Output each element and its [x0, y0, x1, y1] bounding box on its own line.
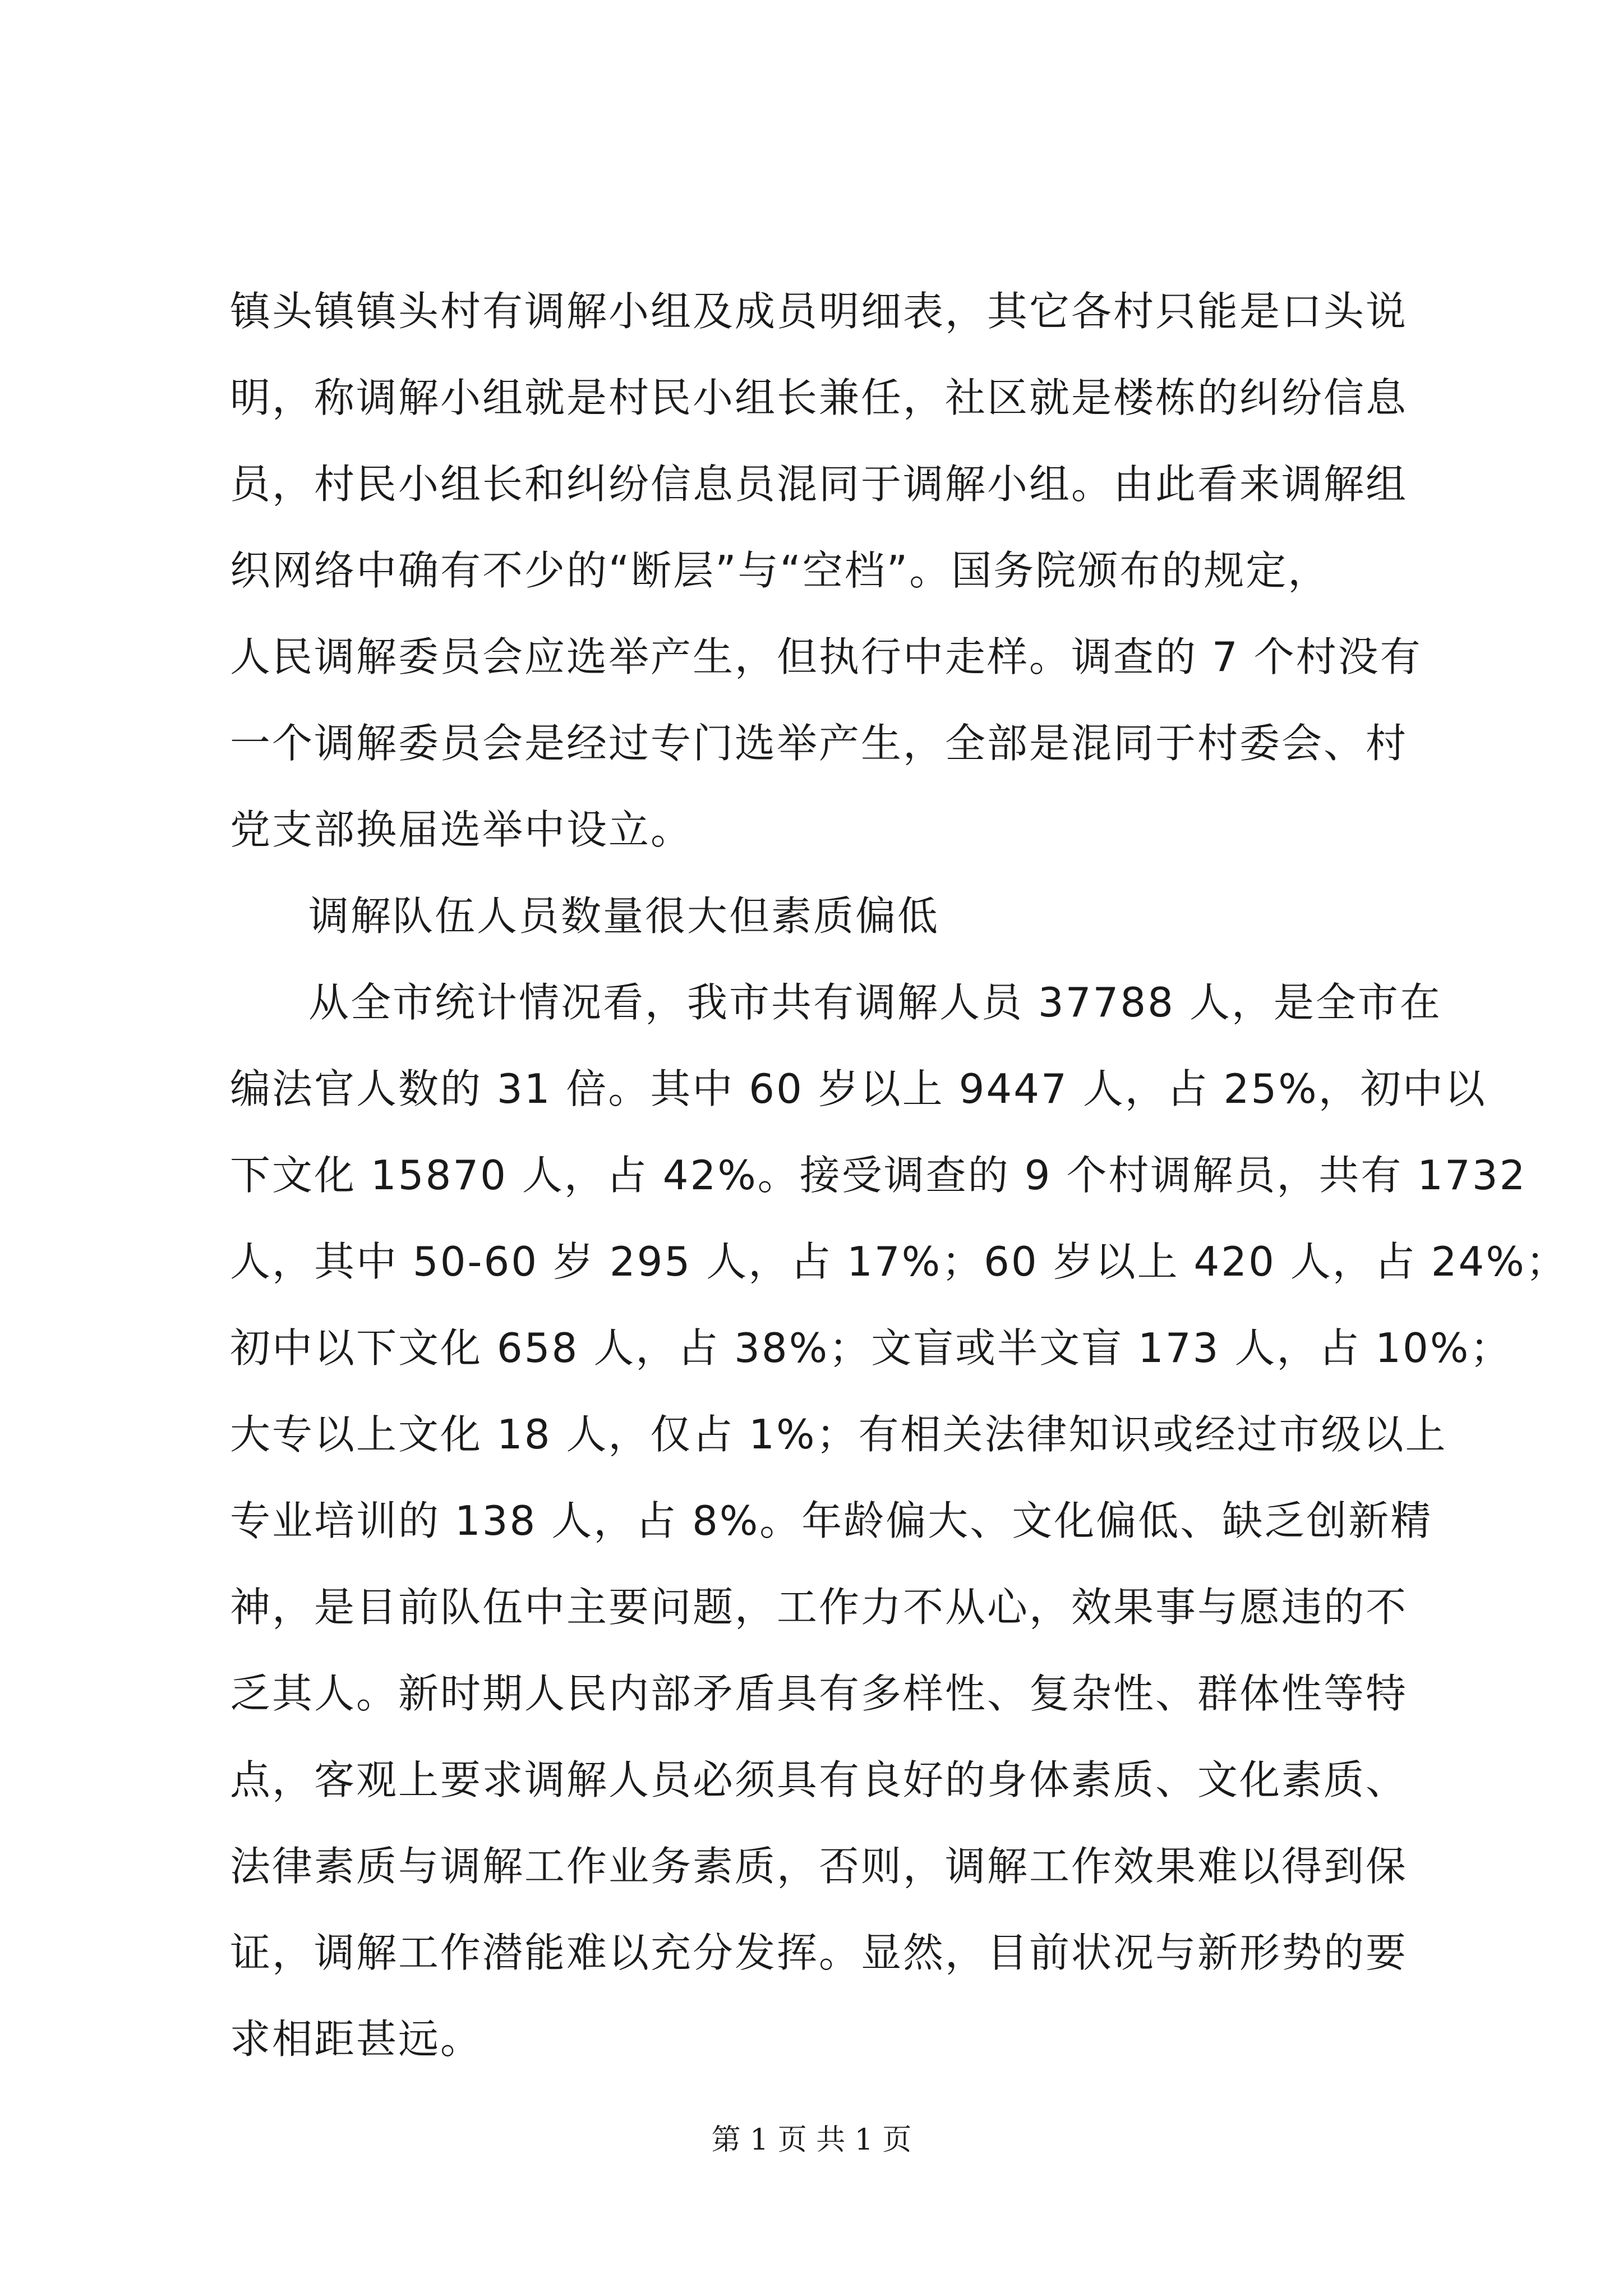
text-line: 一个调解委员会是经过专门选举产生，全部是混同于村委会、村	[230, 720, 1408, 767]
text-line: 法律素质与调解工作业务素质，否则，调解工作效果难以得到保	[230, 1843, 1408, 1890]
text-line: 大专以上文化 18 人，仅占 1%；有相关法律知识或经过市级以上	[230, 1411, 1447, 1458]
text-line: 专业培训的 138 人，占 8%。年龄偏大、文化偏低、缺乏创新精	[230, 1497, 1433, 1544]
section-heading: 调解队伍人员数量很大但素质偏低	[308, 892, 940, 940]
text-line: 人民调解委员会应选举产生，但执行中走样。调查的 7 个村没有	[230, 633, 1422, 680]
text-line: 点，客观上要求调解人员必须具有良好的身体素质、文化素质、	[230, 1756, 1408, 1803]
page-number: 第 1 页 共 1 页	[711, 2123, 912, 2157]
text-line: 明，称调解小组就是村民小组长兼任，社区就是楼栋的纠纷信息	[230, 374, 1408, 421]
text-line: 从全市统计情况看，我市共有调解人员 37788 人，是全市在	[308, 979, 1442, 1026]
page-footer	[0, 2118, 1623, 2162]
text-line: 人，其中 50-60 岁 295 人，占 17%；60 岁以上 420 人，占 24%；	[230, 1238, 1568, 1285]
text-line: 党支部换届选举中设立。	[230, 806, 693, 853]
text-line: 员，村民小组长和纠纷信息员混同于调解小组。由此看来调解组	[230, 461, 1408, 508]
body-text	[230, 268, 1568, 2082]
text-line: 神，是目前队伍中主要问题，工作力不从心，效果事与愿违的不	[230, 1584, 1408, 1631]
text-line: 下文化 15870 人，占 42%。接受调查的 9 个村调解员，共有 1732	[230, 1152, 1527, 1199]
text-line: 织网络中确有不少的“断层”与“空档”。国务院颁布的规定，	[230, 547, 1330, 594]
text-line: 求相距甚远。	[230, 2016, 483, 2063]
text-line: 证，调解工作潜能难以充分发挥。显然，目前状况与新形势的要	[230, 1929, 1408, 1976]
text-line: 乏其人。新时期人民内部矛盾具有多样性、复杂性、群体性等特	[230, 1670, 1408, 1717]
text-line: 镇头镇镇头村有调解小组及成员明细表，其它各村只能是口头说	[230, 288, 1408, 335]
text-line: 初中以下文化 658 人，占 38%；文盲或半文盲 173 人，占 10%；	[230, 1324, 1513, 1372]
text-line: 编法官人数的 31 倍。其中 60 岁以上 9447 人，占 25%，初中以	[230, 1065, 1487, 1112]
